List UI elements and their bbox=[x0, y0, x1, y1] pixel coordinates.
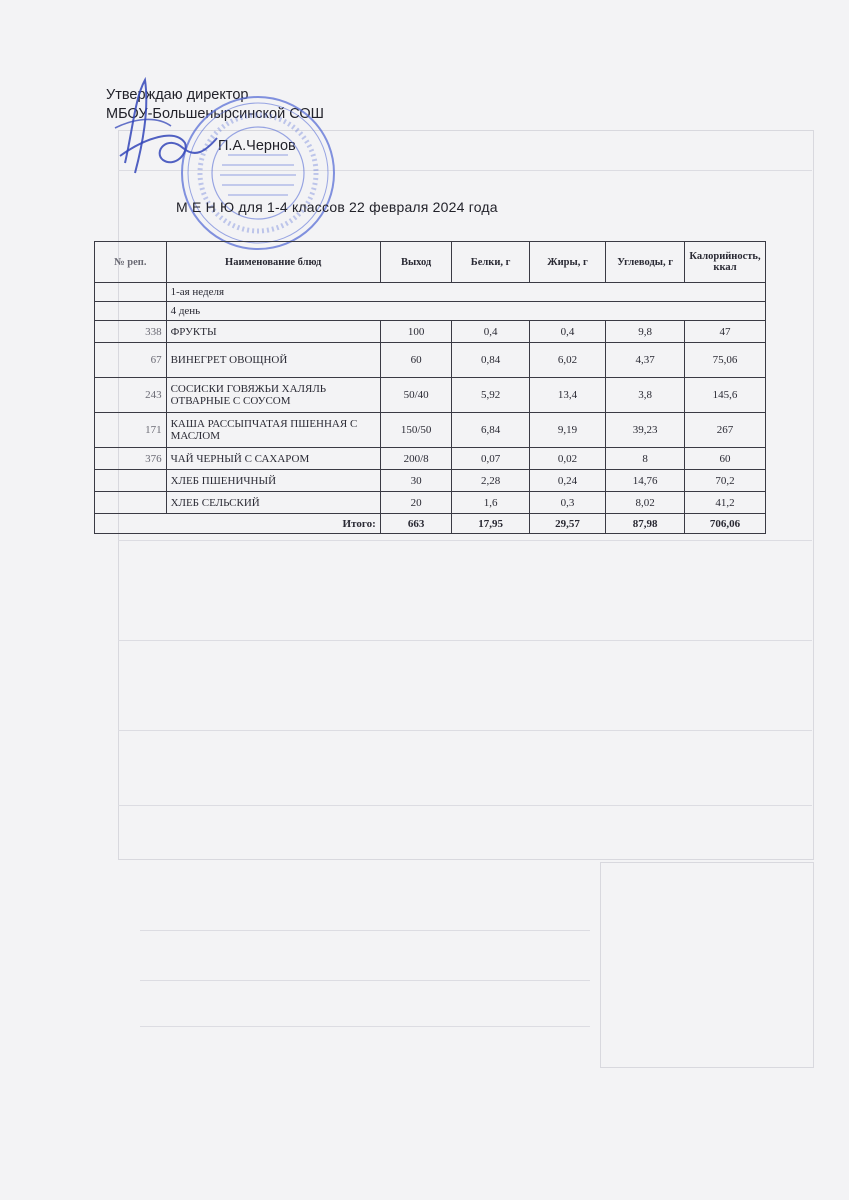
row-carbs: 3,8 bbox=[606, 378, 685, 413]
row-fats: 0,3 bbox=[529, 492, 605, 514]
row-calories: 70,2 bbox=[685, 470, 766, 492]
bleed-through-line bbox=[140, 930, 590, 931]
row-name: ВИНЕГРЕТ ОВОЩНОЙ bbox=[166, 343, 380, 378]
row-calories: 60 bbox=[685, 448, 766, 470]
row-carbs: 8,02 bbox=[606, 492, 685, 514]
week-label: 1-ая неделя bbox=[166, 283, 765, 302]
bleed-through-line bbox=[118, 540, 812, 541]
row-output: 50/40 bbox=[380, 378, 452, 413]
row-fats: 6,02 bbox=[529, 343, 605, 378]
row-output: 60 bbox=[380, 343, 452, 378]
header-fats: Жиры, г bbox=[529, 242, 605, 283]
row-output: 20 bbox=[380, 492, 452, 514]
header-proteins: Белки, г bbox=[452, 242, 529, 283]
row-proteins: 1,6 bbox=[452, 492, 529, 514]
header-name: Наименование блюд bbox=[166, 242, 380, 283]
row-proteins: 5,92 bbox=[452, 378, 529, 413]
bleed-through-line bbox=[118, 805, 812, 806]
row-fats: 0,02 bbox=[529, 448, 605, 470]
director-signature bbox=[105, 68, 225, 188]
row-carbs: 14,76 bbox=[606, 470, 685, 492]
bleed-through-photo-box bbox=[600, 862, 814, 1068]
row-output: 200/8 bbox=[380, 448, 452, 470]
table-row bbox=[95, 470, 766, 492]
row-proteins: 6,84 bbox=[452, 413, 529, 448]
total-output: 663 bbox=[380, 514, 452, 534]
row-num bbox=[95, 492, 167, 514]
day-label: 4 день bbox=[166, 302, 765, 321]
total-row bbox=[95, 514, 766, 534]
header-output: Выход bbox=[380, 242, 452, 283]
row-name: ХЛЕБ ПШЕНИЧНЫЙ bbox=[166, 470, 380, 492]
table-row bbox=[95, 378, 766, 413]
total-fats: 29,57 bbox=[529, 514, 605, 534]
total-carbs: 87,98 bbox=[606, 514, 685, 534]
row-fats: 9,19 bbox=[529, 413, 605, 448]
signer-name: П.А.Чернов bbox=[218, 138, 296, 154]
table-row bbox=[95, 492, 766, 514]
total-calories: 706,06 bbox=[685, 514, 766, 534]
row-num: 338 bbox=[95, 321, 167, 343]
row-name: ЧАЙ ЧЕРНЫЙ С САХАРОМ bbox=[166, 448, 380, 470]
bleed-through-line bbox=[140, 980, 590, 981]
row-carbs: 8 bbox=[606, 448, 685, 470]
total-label: Итого: bbox=[95, 514, 381, 534]
table-row bbox=[95, 343, 766, 378]
row-name: ФРУКТЫ bbox=[166, 321, 380, 343]
table-row bbox=[95, 448, 766, 470]
total-proteins: 17,95 bbox=[452, 514, 529, 534]
header-carbs: Углеводы, г bbox=[606, 242, 685, 283]
row-name: ХЛЕБ СЕЛЬСКИЙ bbox=[166, 492, 380, 514]
menu-table bbox=[94, 241, 766, 534]
menu-title: М Е Н Ю для 1-4 классов 22 февраля 2024 года bbox=[176, 199, 498, 215]
row-num: 171 bbox=[95, 413, 167, 448]
row-output: 100 bbox=[380, 321, 452, 343]
row-fats: 0,4 bbox=[529, 321, 605, 343]
row-carbs: 39,23 bbox=[606, 413, 685, 448]
row-carbs: 4,37 bbox=[606, 343, 685, 378]
row-calories: 41,2 bbox=[685, 492, 766, 514]
bleed-through-line bbox=[140, 1026, 590, 1027]
row-output: 30 bbox=[380, 470, 452, 492]
table-row bbox=[95, 413, 766, 448]
row-proteins: 0,07 bbox=[452, 448, 529, 470]
row-num bbox=[95, 470, 167, 492]
row-proteins: 2,28 bbox=[452, 470, 529, 492]
row-num: 376 bbox=[95, 448, 167, 470]
row-num: 67 bbox=[95, 343, 167, 378]
table-header-row bbox=[95, 242, 766, 283]
row-calories: 75,06 bbox=[685, 343, 766, 378]
row-carbs: 9,8 bbox=[606, 321, 685, 343]
bleed-through-line bbox=[118, 730, 812, 731]
row-calories: 145,6 bbox=[685, 378, 766, 413]
week-row bbox=[95, 283, 766, 302]
row-fats: 0,24 bbox=[529, 470, 605, 492]
header-calories: Калорийность, ккал bbox=[685, 242, 766, 283]
table-row bbox=[95, 321, 766, 343]
row-proteins: 0,4 bbox=[452, 321, 529, 343]
row-calories: 47 bbox=[685, 321, 766, 343]
approval-line-2: МБОУ-Большеныpсинской СОШ bbox=[106, 106, 324, 122]
header-num: № реп. bbox=[95, 242, 167, 283]
row-calories: 267 bbox=[685, 413, 766, 448]
row-proteins: 0,84 bbox=[452, 343, 529, 378]
row-name: СОСИСКИ ГОВЯЖЬИ ХАЛЯЛЬ ОТВАРНЫЕ С СОУСОМ bbox=[166, 378, 380, 413]
day-row bbox=[95, 302, 766, 321]
row-name: КАША РАССЫПЧАТАЯ ПШЕННАЯ С МАСЛОМ bbox=[166, 413, 380, 448]
row-output: 150/50 bbox=[380, 413, 452, 448]
approval-line-1: Утверждаю директор bbox=[106, 87, 249, 103]
row-fats: 13,4 bbox=[529, 378, 605, 413]
bleed-through-line bbox=[118, 640, 812, 641]
row-num: 243 bbox=[95, 378, 167, 413]
